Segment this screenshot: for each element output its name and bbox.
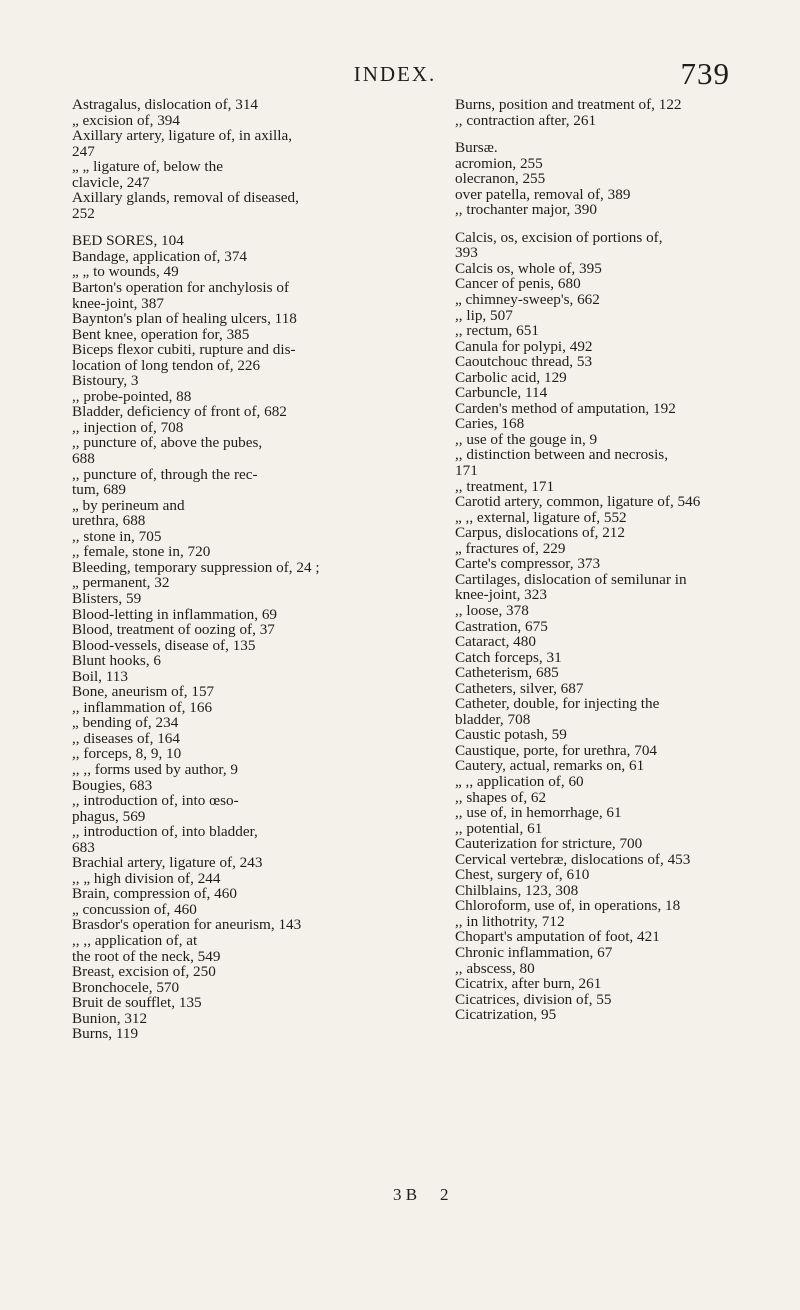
index-entry: „ permanent, 32 [72, 574, 170, 592]
index-entry: Axillary artery, ligature of, in axilla, [72, 127, 292, 145]
index-entry: Cicatrization, 95 [455, 1006, 557, 1024]
index-entry: Bandage, application of, 374 [72, 247, 248, 265]
index-entry: over patella, removal of, 389 [455, 185, 631, 203]
index-entry: Cataract, 480 [455, 633, 536, 651]
index-entry: „ „ ligature of, below the [72, 158, 223, 176]
index-entry: ,, distinction between and necrosis, [455, 446, 668, 464]
index-entry: „ excision of, 394 [72, 111, 180, 129]
index-entry: Burns, 119 [72, 1025, 139, 1043]
index-entry: Catheterism, 685 [455, 664, 559, 682]
index-entry: Calcis, os, excision of portions of, [455, 228, 663, 246]
index-entry: Bursæ. [455, 139, 498, 157]
index-entry: ,, abscess, 80 [455, 959, 535, 977]
index-entry: ,, ,, forms used by author, 9 [72, 760, 239, 778]
index-entry: Cauterization for stricture, 700 [455, 835, 643, 853]
index-entry: 688 [72, 450, 95, 468]
index-entry: Cicatrix, after burn, 261 [455, 975, 602, 993]
index-entry: ,, „ high division of, 244 [72, 869, 221, 887]
index-entry: ,, introduction of, into œso- [72, 792, 239, 810]
index-entry: Carpus, dislocations of, 212 [455, 524, 625, 542]
signature-mark: 3 B [393, 1185, 418, 1204]
index-entry: Blood-vessels, disease of, 135 [72, 636, 256, 654]
index-entry: 393 [455, 244, 478, 262]
index-entry: ,, injection of, 708 [72, 418, 184, 436]
index-entry: Bunion, 312 [72, 1009, 148, 1027]
index-entry: Chest, surgery of, 610 [455, 866, 590, 884]
index-entry: ,, use of the gouge in, 9 [455, 430, 598, 448]
index-entry-bed-sores: BED SORES, 104 [72, 232, 184, 250]
index-entry: Cicatrices, division of, 55 [455, 990, 612, 1008]
index-column-right [455, 97, 765, 1023]
index-entry: Calcis os, whole of, 395 [455, 259, 602, 277]
index-entry: phagus, 569 [72, 807, 146, 825]
index-entry: Cautery, actual, remarks on, 61 [455, 757, 645, 775]
index-entry: ,, trochanter major, 390 [455, 201, 597, 219]
index-entry: Bistoury, 3 [72, 372, 139, 390]
index-entry: ,, lip, 507 [455, 306, 513, 324]
index-entry: „ ,, application of, 60 [455, 772, 584, 790]
index-entry: Caustique, porte, for urethra, 704 [455, 741, 658, 759]
index-entry: Chloroform, use of, in operations, 18 [455, 897, 681, 915]
index-entry: ,, loose, 378 [455, 601, 529, 619]
index-entry: clavicle, 247 [72, 173, 150, 191]
index-entry: Breast, excision of, 250 [72, 963, 216, 981]
index-entry: 171 [455, 462, 478, 480]
index-entry: Caries, 168 [455, 415, 525, 433]
index-entry: Bleeding, temporary suppression of, 24 ; [72, 558, 320, 576]
index-entry: Barton's operation for anchylosis of [72, 279, 290, 297]
index-entry: „ by perineum and [72, 496, 185, 514]
index-entry: ,, use of, in hemorrhage, 61 [455, 804, 622, 822]
index-entry: Astragalus, dislocation of, 314 [72, 96, 259, 113]
index-entry: „ ,, external, ligature of, 552 [455, 508, 627, 526]
index-entry: Bougies, 683 [72, 776, 153, 794]
index-entry: Catheters, silver, 687 [455, 679, 584, 697]
running-title: INDEX. [353, 62, 437, 86]
index-entry: Bruit de soufflet, 135 [72, 994, 202, 1012]
index-entry: Carbolic acid, 129 [455, 368, 567, 386]
index-entry: Chilblains, 123, 308 [455, 881, 579, 899]
index-entry: 683 [72, 838, 95, 856]
index-entry: tum, 689 [72, 481, 127, 499]
index-entry: Canula for polypi, 492 [455, 337, 593, 355]
index-entry: Cartilages, dislocation of semilunar in [455, 570, 687, 588]
index-entry: ,, inflammation of, 166 [72, 698, 213, 716]
index-entry: „ fractures of, 229 [455, 539, 566, 557]
index-entry: Bent knee, operation for, 385 [72, 325, 250, 343]
index-entry: Burns, position and treatment of, 122 [455, 96, 682, 113]
index-entry: ,, shapes of, 62 [455, 788, 547, 806]
index-entry: Boil, 113 [72, 667, 128, 685]
index-entry: Chopart's amputation of foot, 421 [455, 928, 660, 946]
index-entry: 247 [72, 142, 95, 160]
index-entry: Bronchocele, 570 [72, 978, 180, 996]
index-entry: Carbuncle, 114 [455, 384, 548, 402]
index-entry: Carden's method of amputation, 192 [455, 399, 676, 417]
page-number: 739 [680, 56, 730, 91]
index-entry: ,, probe-pointed, 88 [72, 387, 192, 405]
index-entry: Cancer of penis, 680 [455, 275, 581, 293]
index-entry: Brain, compression of, 460 [72, 885, 237, 903]
index-entry: ,, puncture of, above the pubes, [72, 434, 263, 452]
index-entry: Bone, aneurism of, 157 [72, 683, 215, 701]
index-entry: Brasdor's operation for aneurism, 143 [72, 916, 302, 934]
index-entry: olecranon, 255 [455, 170, 546, 188]
index-entry: Biceps flexor cubiti, rupture and dis- [72, 341, 296, 359]
index-entry: Caustic potash, 59 [455, 726, 567, 744]
index-entry: Bladder, deficiency of front of, 682 [72, 403, 287, 421]
index-entry: Baynton's plan of healing ulcers, 118 [72, 310, 297, 328]
index-entry: ,, puncture of, through the rec- [72, 465, 258, 483]
index-entry: Blood-letting in inflammation, 69 [72, 605, 278, 623]
index-entry: „ „ to wounds, 49 [72, 263, 179, 281]
index-entry: location of long tendon of, 226 [72, 356, 261, 374]
index-entry: Brachial artery, ligature of, 243 [72, 854, 263, 872]
index-entry: Carotid artery, common, ligature of, 546 [455, 493, 701, 511]
section-gap [455, 128, 765, 140]
index-entry: the root of the neck, 549 [72, 947, 221, 965]
index-entry: Blisters, 59 [72, 589, 142, 607]
index-entry: Carte's compressor, 373 [455, 555, 601, 573]
index-entry: acromion, 255 [455, 154, 543, 172]
index-entry: ,, stone in, 705 [72, 527, 162, 545]
index-entry: „ concussion of, 460 [72, 900, 197, 918]
index-entry: Cervical vertebræ, dislocations of, 453 [455, 850, 691, 868]
index-entry: bladder, 708 [455, 710, 531, 728]
index-entry: knee-joint, 323 [455, 586, 547, 604]
index-entry: urethra, 688 [72, 512, 146, 530]
index-column-left [72, 97, 372, 1042]
index-entry: „ chimney-sweep's, 662 [455, 291, 600, 309]
index-entry: „ bending of, 234 [72, 714, 179, 732]
index-entry: Blunt hooks, 6 [72, 652, 162, 670]
index-entry: ,, contraction after, 261 [455, 111, 597, 129]
page-header [60, 56, 730, 96]
index-entry: Catheter, double, for injecting the [455, 695, 660, 713]
index-entry: ,, female, stone in, 720 [72, 543, 211, 561]
index-entry: Catch forceps, 31 [455, 648, 562, 666]
index-entry: ,, rectum, 651 [455, 322, 539, 340]
index-entry: ,, diseases of, 164 [72, 729, 180, 747]
index-entry: ,, introduction of, into bladder, [72, 823, 258, 841]
index-entry: 252 [72, 204, 95, 222]
index-entry: Blood, treatment of oozing of, 37 [72, 621, 275, 639]
index-entry: knee-joint, 387 [72, 294, 164, 312]
index-entry: ,, treatment, 171 [455, 477, 555, 495]
index-entry: ,, in lithotrity, 712 [455, 912, 565, 930]
index-entry: Chronic inflammation, 67 [455, 943, 613, 961]
index-entry: ,, ,, application of, at [72, 931, 198, 949]
index-entry: ,, forceps, 8, 9, 10 [72, 745, 182, 763]
index-entry: Caoutchouc thread, 53 [455, 353, 593, 371]
index-entry: Castration, 675 [455, 617, 548, 635]
index-entry: Axillary glands, removal of diseased, [72, 189, 299, 207]
index-entry: ,, potential, 61 [455, 819, 543, 837]
footer-number: 2 [440, 1185, 449, 1204]
